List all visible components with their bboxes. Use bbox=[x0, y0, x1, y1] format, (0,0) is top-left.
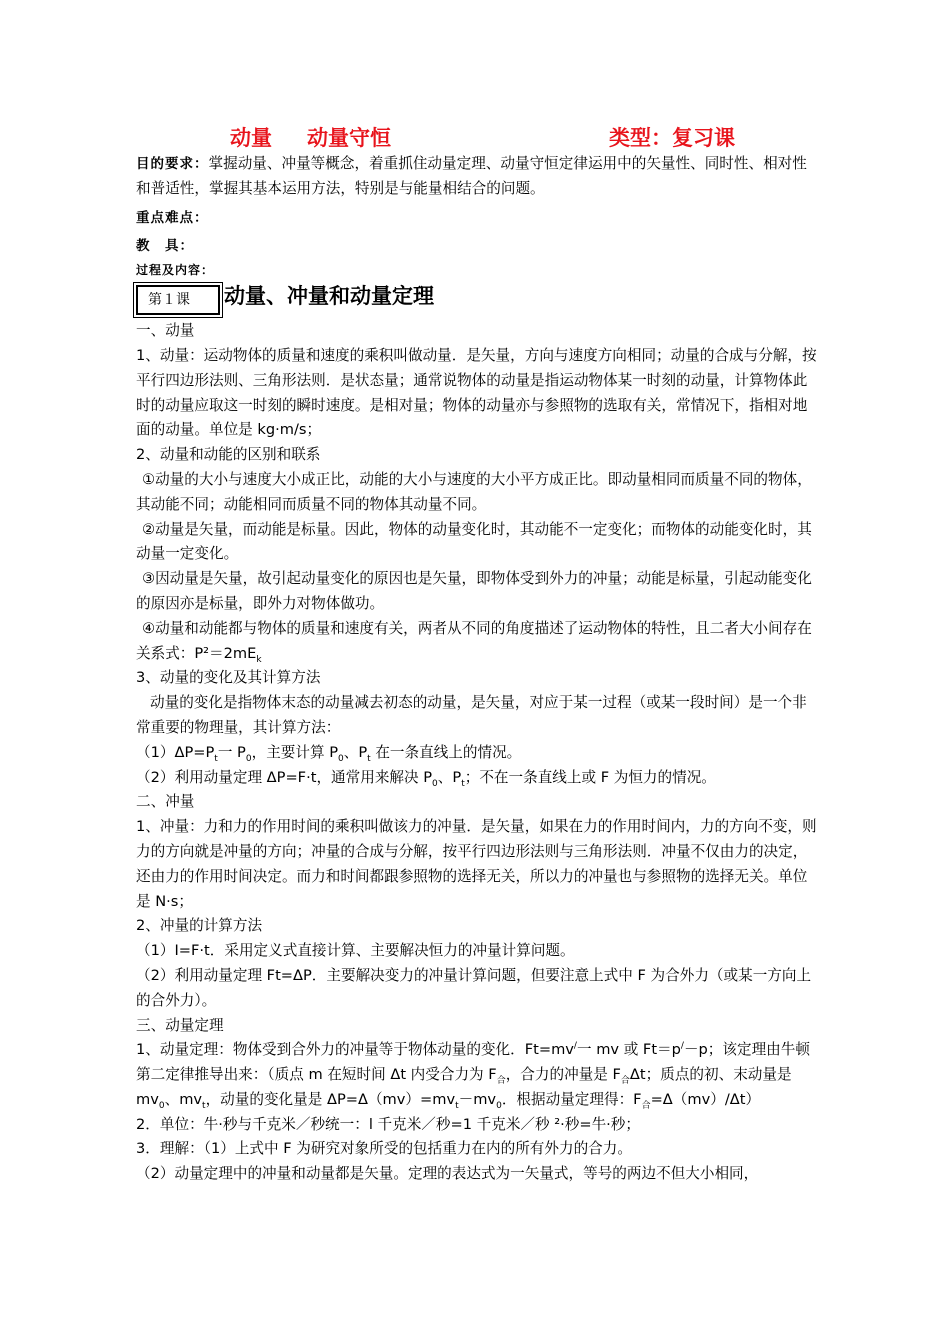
section1-method2 bbox=[136, 766, 818, 791]
method2-part-c: ；不在一条直线上或 F 为恒力的情况。 bbox=[464, 768, 716, 786]
lesson-number-box: 第１课 bbox=[136, 285, 220, 315]
subscript-0: 0 bbox=[432, 778, 438, 789]
title-momentum: 动量 bbox=[230, 126, 272, 150]
subscript-t: t bbox=[202, 1100, 206, 1111]
subscript-t: t bbox=[214, 753, 218, 764]
section3-understanding2: （2）动量定理中的冲量和动量都是矢量。定理的表达式为一矢量式，等号的两边不但大小相同， bbox=[136, 1165, 759, 1183]
section1-item4 bbox=[136, 617, 818, 667]
title-lesson-type: 类型：复习课 bbox=[609, 126, 735, 150]
section1-item4-text: ④动量和动能都与物体的质量和速度有关，两者从不同的角度描述了运动物体的特性，且二者大小间存在关系式：P²＝2mE bbox=[136, 619, 812, 662]
theorem-part-h: －mv bbox=[458, 1090, 497, 1108]
subscript-he: 合 bbox=[641, 1100, 651, 1111]
document-body bbox=[136, 152, 818, 1187]
section1-item2: ②动量是矢量，而动能是标量。因此，物体的动量变化时，其动能不一定变化；而物体的动能变化时，其动量一定变化。 bbox=[136, 520, 812, 563]
process-line bbox=[136, 261, 818, 279]
keypoints-line bbox=[136, 206, 818, 231]
section2-heading: 二、冲量 bbox=[136, 793, 195, 811]
method1-part-d: 、P bbox=[343, 743, 368, 761]
title-conservation: 动量守恒 bbox=[307, 126, 391, 150]
subscript-he: 合 bbox=[496, 1076, 506, 1086]
method1-part-a: （1）ΔP=P bbox=[136, 743, 215, 761]
section1-item3: ③因动量是矢量，故引起动量变化的原因也是矢量，即物体受到外力的冲量；动能是标量，引起动能变化的原因亦是标量，即外力对物体做功。 bbox=[136, 570, 812, 612]
subscript-he: 合 bbox=[620, 1076, 630, 1086]
lesson-header bbox=[136, 279, 818, 319]
theorem-part-d: ，合力的冲量是 F bbox=[505, 1066, 621, 1084]
method1-part-c: ，主要计算 P bbox=[251, 743, 339, 761]
section1-item1: ①动量的大小与速度大小成正比，动能的大小与速度的大小平方成正比。即动量相同而质量不同的物体，其动能不同；动能相同而质量不同的物体其动量不同。 bbox=[136, 470, 812, 513]
tools-label: 教 具： bbox=[136, 238, 194, 255]
method2-part-b: 、P bbox=[437, 768, 462, 786]
subscript-k: k bbox=[256, 654, 262, 665]
section2-subheading2: 2、冲量的计算方法 bbox=[136, 917, 263, 935]
theorem-part-f: 、mv bbox=[164, 1090, 203, 1108]
subscript-t: t bbox=[461, 778, 465, 789]
section1-heading: 一、动量 bbox=[136, 322, 195, 340]
method2-part-a: （2）利用动量定理 ΔP=F·t，通常用来解决 P bbox=[136, 768, 433, 786]
goal-text: 掌握动量、冲量等概念，着重抓住动量定理、动量守恒定律运用中的矢量性、同时性、相对性和普适性，掌握其基本运用方法，特别是与能量相结合的问题。 bbox=[136, 155, 807, 197]
section3-understanding1: 3．理解：（1）上式中 F 为研究对象所受的包括重力在内的所有外力的合力。 bbox=[136, 1140, 632, 1158]
lesson-title: 动量、冲量和动量定理 bbox=[224, 284, 434, 309]
section3-paragraph1 bbox=[136, 1038, 818, 1112]
section2-method1: （1）I=F·t．采用定义式直接计算、主要解决恒力的冲量计算问题。 bbox=[136, 942, 575, 960]
section1-subheading3: 3、动量的变化及其计算方法 bbox=[136, 669, 321, 687]
subscript-0: 0 bbox=[496, 1100, 502, 1111]
section3-heading: 三、动量定理 bbox=[136, 1016, 224, 1034]
subscript-0: 0 bbox=[158, 1100, 165, 1111]
theorem-part-j: =Δ（mv）/Δt） bbox=[650, 1090, 761, 1108]
section2-method2: （2）利用动量定理 Ft=ΔP．主要解决变力的冲量计算问题，但要注意上式中 F 为合外力（或某一方向上的合外力）。 bbox=[136, 966, 812, 1009]
keypoints-label: 重点难点： bbox=[136, 209, 209, 226]
process-label: 过程及内容： bbox=[136, 263, 215, 278]
theorem-part-b: 一 mv 或 Ft＝p bbox=[576, 1041, 681, 1059]
method1-part-b: 一 P bbox=[217, 743, 246, 761]
goal-paragraph bbox=[136, 152, 818, 202]
goal-label: 目的要求： bbox=[136, 156, 209, 172]
section1-subheading2: 2、动量和动能的区别和联系 bbox=[136, 446, 321, 464]
section3-unit: 2．单位：牛·秒与千克米／秒统一：l 千克米／秒=1 千克米／秒 ²·秒=牛·秒； bbox=[136, 1115, 640, 1133]
subscript-t: t bbox=[367, 753, 371, 764]
theorem-part-g: ，动量的变化量是 ΔP=Δ（mv）=mv bbox=[205, 1090, 456, 1108]
theorem-part-c: －p；该定理由牛顿第二定律推导出来：（质点 m 在短时间 Δt 内受合力为 F bbox=[136, 1041, 810, 1084]
section2-paragraph1: 1、冲量：力和力的作用时间的乘积叫做该力的冲量．是矢量，如果在力的作用时间内，力的方向不变，则力的方向就是冲量的方向；冲量的合成与分解，按平行四边形法则与三角形法则．冲量不仅由力的决定，还由力的作用时间决定。而力和时间都跟参照物的选择无关，所以力的冲量也与参照物的选择无关。单位是 N·s； bbox=[136, 818, 817, 910]
subscript-t: t bbox=[455, 1100, 459, 1111]
subscript-0: 0 bbox=[338, 753, 344, 764]
theorem-part-i: ．根据动量定理得：F bbox=[501, 1090, 642, 1108]
document-title bbox=[0, 122, 950, 152]
theorem-part-e: Δt；质点的初、末动量是 mv bbox=[136, 1066, 792, 1108]
method1-part-e: 在一条直线上的情况。 bbox=[370, 743, 522, 761]
section1-paragraph3: 动量的变化是指物体末态的动量减去初态的动量，是矢量，对应于某一过程（或某一段时间）是一个非常重要的物理量，其计算方法： bbox=[136, 694, 807, 736]
theorem-part-a: 1、动量定理：物体受到合外力的冲量等于物体动量的变化．Ft=mv bbox=[136, 1041, 574, 1059]
tools-line bbox=[136, 234, 818, 259]
prime-mark: / bbox=[680, 1041, 684, 1052]
subscript-0: 0 bbox=[245, 753, 252, 764]
section1-paragraph1: 1、动量：运动物体的质量和速度的乘积叫做动量．是矢量，方向与速度方向相同；动量的合成与分解，按平行四边形法则、三角形法则．是状态量；通常说物体的动量是指运动物体某一时刻的动量，计算物体此时的动量应取这一时刻的瞬时速度。是相对量；物体的动量亦与参照物的选取有关，常情况下，指相对地面的动量。单位是 kg·m/s； bbox=[136, 346, 817, 439]
section1-method1 bbox=[136, 741, 818, 766]
prime-mark: / bbox=[573, 1041, 577, 1052]
